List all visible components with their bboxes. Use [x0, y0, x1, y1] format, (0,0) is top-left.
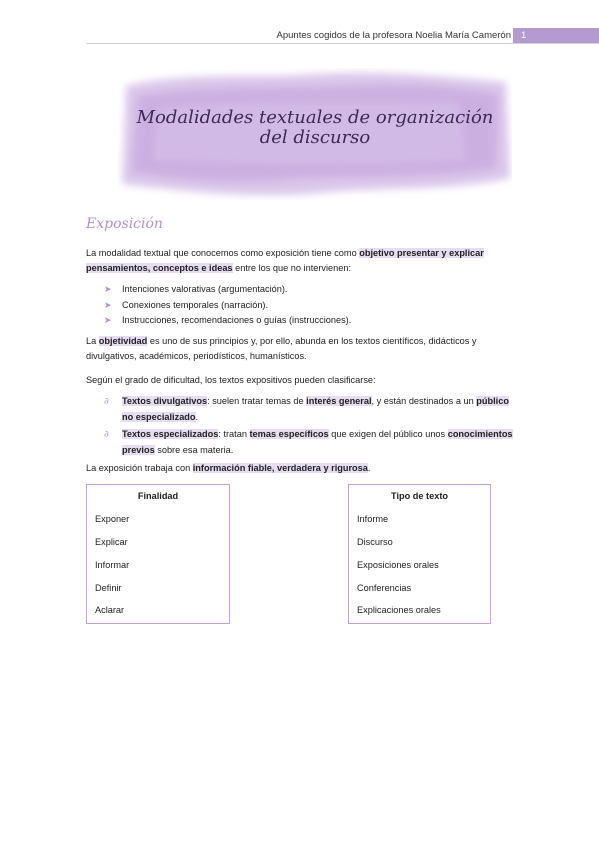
- intro-text-2: entre los que no intervienen:: [232, 262, 352, 273]
- curl-bullet-icon: ∂: [104, 396, 109, 407]
- table-row: Explicaciones orales: [357, 605, 441, 615]
- title-line-2: del discurso: [259, 127, 371, 148]
- objectivity-highlight: objetividad: [98, 336, 148, 346]
- header-divider: [86, 43, 599, 44]
- table-row: Explicar: [95, 537, 128, 547]
- text-types-list: [104, 394, 514, 458]
- document-title: [118, 108, 512, 148]
- objectivity-paragraph: La objetividad es uno de sus principios y, por ello, abunda en los textos científicos, didácticos y divulgativos, académicos, periodísticos, humanísticos.: [86, 336, 477, 361]
- list-item: ➤ Conexiones temporales (narración).: [104, 298, 514, 314]
- arrow-bullet-icon: ➤: [104, 299, 112, 310]
- table-row: Exposiciones orales: [357, 560, 439, 570]
- table-row: Definir: [95, 583, 122, 593]
- table-row: Aclarar: [95, 605, 125, 615]
- purpose-table: [86, 484, 230, 624]
- text-type-table: [348, 484, 491, 624]
- table-row: Informe: [357, 514, 389, 524]
- table-row: Exponer: [95, 514, 130, 524]
- closing-paragraph: La exposición trabaja con información fiable, verdadera y rigurosa.: [86, 463, 371, 473]
- classification-paragraph: Según el grado de dificultad, los textos expositivos pueden clasificarse:: [86, 375, 376, 385]
- arrow-bullet-icon: ➤: [104, 284, 112, 294]
- table-row: Conferencias: [357, 583, 412, 593]
- intro-highlight: objetivo presentar y explicar pensamientos, conceptos e ideas: [86, 248, 484, 273]
- closing-highlight: información fiable, verdadera y rigurosa: [192, 463, 368, 473]
- list-item: ∂ Textos divulgativos: suelen tratar temas de interés general, y están destinados a un público no especializado.: [104, 396, 509, 422]
- list-item: ➤ Intenciones valorativas (argumentación).: [104, 282, 514, 298]
- table-row: Informar: [95, 560, 130, 570]
- intro-paragraph: [86, 246, 512, 275]
- title-banner: [118, 68, 512, 200]
- list-item: ∂ Textos especializados: tratan temas específicos que exigen del público unos conocimientos previos sobre esa materia.: [104, 429, 513, 455]
- intro-text-1: La modalidad textual que conocemos como exposición tiene como: [86, 248, 360, 258]
- title-line-1: Modalidades textuales de organización: [136, 107, 494, 128]
- curl-bullet-icon: ∂: [104, 429, 109, 440]
- table-header: Tipo de texto: [391, 491, 448, 501]
- page-header: [0, 28, 599, 44]
- arrow-bullet-icon: ➤: [104, 315, 112, 325]
- header-text: Apuntes cogidos de la profesora Noelia María Camerón: [276, 30, 511, 41]
- table-header: Finalidad: [137, 491, 179, 501]
- page-number: 1: [513, 28, 599, 43]
- exclusion-list: [104, 282, 514, 329]
- list-item: ➤ Instrucciones, recomendaciones o guías (instrucciones).: [104, 313, 514, 329]
- section-title: Exposición: [86, 216, 163, 232]
- table-row: Discurso: [357, 537, 393, 547]
